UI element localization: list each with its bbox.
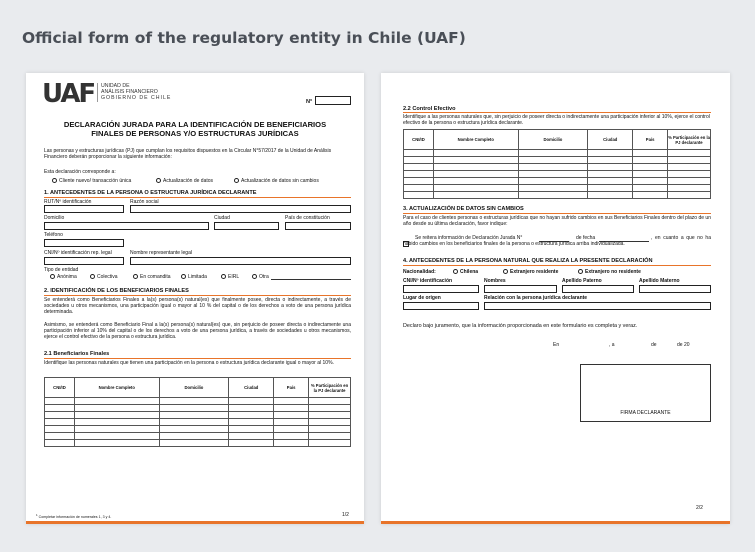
telefono-label: Teléfono [44, 232, 63, 238]
pais-label: País de constitución [285, 215, 330, 221]
table-cell[interactable] [309, 405, 351, 412]
table-cell[interactable] [45, 398, 75, 405]
table-cell[interactable] [404, 178, 434, 185]
table-cell[interactable] [159, 433, 229, 440]
table-cell[interactable] [433, 157, 518, 164]
table-cell[interactable] [433, 164, 518, 171]
section3-text: Para el caso de clientes personas o estructuras jurídicas que no hayan sufrido cambios en sus Beneficiarios Finales dentro del plazo de un año desde su última declaración, favor indique: [403, 215, 711, 228]
table-cell[interactable] [518, 171, 588, 178]
cni-rep-label: CNI/Nº identificación rep. legal [44, 250, 112, 256]
table-cell[interactable] [404, 164, 434, 171]
table-cell[interactable] [45, 433, 75, 440]
table-cell[interactable] [433, 178, 518, 185]
table-cell[interactable] [229, 440, 274, 447]
entidad-eirl[interactable]: EIRL [221, 274, 239, 280]
apellido-materno-label: Apellido Materno [639, 278, 680, 284]
cuanto-text: , en cuanto a que no ha habido cambios en los beneficiarios finales de la persona o estructura jurídica arriba individualizada. [403, 235, 711, 248]
table-row [404, 192, 711, 199]
table-cell[interactable] [633, 178, 668, 185]
table-cell[interactable] [433, 185, 518, 192]
entidad-comandita[interactable]: En comandita [133, 274, 171, 280]
intro-text: Las personas y estructuras jurídicas (PJ) que cumplan los requisitos dispuestos en la Circular N°57/2017 de la Unidad de Análisis Financiero deberán proporcionar la siguiente información: [44, 148, 332, 161]
table-row [45, 412, 351, 419]
table-cell[interactable] [274, 440, 309, 447]
rut-label: RUT/Nº identificación [44, 199, 92, 205]
doc-title-line2: FINALES DE PERSONAS Y/O ESTRUCTURAS JURÍDICAS [91, 129, 299, 138]
section22-title: 2.2 Control Efectivo [403, 106, 456, 112]
control-efectivo-table [403, 129, 711, 199]
table-cell[interactable] [588, 192, 633, 199]
nac-ext-residente[interactable]: Extranjero residente [503, 269, 558, 275]
table-row [45, 419, 351, 426]
table-cell[interactable] [74, 412, 159, 419]
ciudad-label: Ciudad [214, 215, 230, 221]
section2-title: 2. IDENTIFICACIÓN DE LOS BENEFICIARIOS FINALES [44, 288, 189, 294]
table-cell[interactable] [229, 405, 274, 412]
table-cell[interactable] [45, 412, 75, 419]
table-cell[interactable] [159, 412, 229, 419]
table-cell[interactable] [309, 419, 351, 426]
table-cell[interactable] [404, 185, 434, 192]
table-cell[interactable] [404, 171, 434, 178]
table-cell[interactable] [229, 412, 274, 419]
nombre-rep-label: Nombre representante legal [130, 250, 192, 256]
a-label: , a [609, 342, 615, 348]
apellido-paterno-label: Apellido Paterno [562, 278, 602, 284]
table-cell[interactable] [159, 440, 229, 447]
table-cell[interactable] [633, 150, 668, 157]
option-update[interactable]: Actualización de datos [156, 178, 213, 184]
nacionalidad-label: Nacionalidad: [403, 269, 436, 275]
footnote: $^1$ Completar información de numerales 1, 3 y 4. [36, 513, 112, 520]
domicilio-field[interactable] [44, 222, 209, 230]
table-cell[interactable] [159, 398, 229, 405]
table-cell[interactable] [668, 157, 711, 164]
table-cell[interactable] [633, 171, 668, 178]
table-cell[interactable] [588, 178, 633, 185]
de20-label: de 20 [677, 342, 690, 348]
table-row [404, 171, 711, 178]
table-cell[interactable] [45, 426, 75, 433]
cni-field[interactable] [403, 285, 479, 293]
section3-title: 3. ACTUALIZACIÓN DE DATOS SIN CAMBIOS [403, 206, 524, 212]
table-cell[interactable] [633, 185, 668, 192]
relacion-field[interactable] [484, 302, 711, 310]
section1-title: 1. ANTECEDENTES DE LA PERSONA O ESTRUCTURA JURÍDICA DECLARANTE [44, 190, 257, 196]
section4-title: 4. ANTECEDENTES DE LA PERSONA NATURAL QUE REALIZA LA PRESENTE DECLARACIÓN [403, 258, 653, 264]
col-header: % Participación en la PJ declarante [668, 130, 711, 150]
page-heading: Official form of the regulatory entity in Chile (UAF) [22, 29, 466, 47]
table-cell[interactable] [229, 426, 274, 433]
table-cell[interactable] [633, 164, 668, 171]
doc-title-line1: DECLARACIÓN JURADA PARA LA IDENTIFICACIÓN DE BENEFICIARIOS [63, 120, 327, 129]
table-cell[interactable] [433, 150, 518, 157]
table-cell[interactable] [309, 398, 351, 405]
col-header: Nombre Completo [433, 130, 518, 150]
table-cell[interactable] [433, 171, 518, 178]
lugar-label: Lugar de origen [403, 295, 441, 301]
nombres-label: Nombres [484, 278, 506, 284]
col-header: País [633, 130, 668, 150]
section2-text2: Asimismo, se entenderá como Beneficiario Final a la(s) persona(s) natural(es) que, sin perjuicio de poseer directa o indirectamente una participación inferior al 10% del capital o de los derechos a voto de una persona jurídica, a través de sociedades u otros mecanismos, ejerce el control efectivo de la persona o estructura jurídica. [44, 322, 351, 341]
table-cell[interactable] [45, 405, 75, 412]
col-header: % Participación en la PJ declarante [309, 378, 351, 398]
table-cell[interactable] [74, 433, 159, 440]
table-cell[interactable] [668, 164, 711, 171]
table-cell[interactable] [518, 185, 588, 192]
table-cell[interactable] [309, 412, 351, 419]
table-cell[interactable] [274, 426, 309, 433]
table-cell[interactable] [518, 150, 588, 157]
firma-label: FIRMA DECLARANTE [620, 410, 671, 416]
table-cell[interactable] [45, 440, 75, 447]
nac-chilena[interactable]: Chilena [453, 269, 478, 275]
de-label: de [651, 342, 657, 348]
apellido-materno-field[interactable] [639, 285, 711, 293]
juramento-text: Declaro bajo juramento, que la información proporcionada en este formulario es completa y veraz. [403, 323, 638, 329]
rut-field[interactable] [44, 205, 124, 213]
table-row [45, 426, 351, 433]
beneficiarios-table [44, 377, 351, 447]
table-cell[interactable] [668, 171, 711, 178]
nombres-field[interactable] [484, 285, 557, 293]
option-update-no-change[interactable]: Actualización de datos sin cambios [234, 178, 319, 184]
table-cell[interactable] [74, 440, 159, 447]
cni-rep-field[interactable] [44, 257, 124, 265]
nombre-rep-field[interactable] [130, 257, 351, 265]
col-header: Nombre Completo [74, 378, 159, 398]
lugar-field[interactable] [403, 302, 479, 310]
table-cell[interactable] [404, 192, 434, 199]
table-cell[interactable] [668, 150, 711, 157]
table-cell[interactable] [229, 398, 274, 405]
entidad-colectiva[interactable]: Colectiva [90, 274, 118, 280]
razon-label: Razón social [130, 199, 159, 205]
section21-text: Identifique las personas naturales que tienen una participación en la persona o estructura jurídica declarante igual o mayor al 10%. [44, 360, 334, 366]
form-number-label: N° [306, 99, 313, 105]
table-cell[interactable] [433, 192, 518, 199]
table-row [45, 398, 351, 405]
table-cell[interactable] [588, 185, 633, 192]
form-page-1 [26, 73, 364, 524]
en-label: En [553, 342, 560, 348]
table-cell[interactable] [633, 157, 668, 164]
table-cell[interactable] [159, 426, 229, 433]
table-row [404, 150, 711, 157]
option-new-client[interactable]: Cliente nuevo/ transacción única [52, 178, 131, 184]
table-cell[interactable] [404, 157, 434, 164]
section22-text: Identifique a las personas naturales que, sin perjuicio de poseer directa o indirectamente una participación inferior al 10%, ejerce el control efectivo de la persona o estructura jurídica declarante. [403, 114, 710, 127]
table-cell[interactable] [274, 412, 309, 419]
table-cell[interactable] [159, 405, 229, 412]
table-cell[interactable] [274, 405, 309, 412]
table-cell[interactable] [229, 433, 274, 440]
col-header: Domicilio [518, 130, 588, 150]
apellido-paterno-field[interactable] [562, 285, 634, 293]
table-cell[interactable] [229, 419, 274, 426]
table-cell[interactable] [588, 157, 633, 164]
table-cell[interactable] [74, 405, 159, 412]
reitera-label: Se reitera información de Declaración Jurada N° [415, 235, 523, 241]
fecha-label: de fecha [576, 235, 596, 241]
logo-text: UNIDAD DE ANÁLISIS FINANCIERO GOBIERNO DE CHILE [97, 83, 171, 102]
tipo-entidad-label: Tipo de entidad [44, 267, 79, 273]
ciudad-field[interactable] [214, 222, 279, 230]
col-header: Domicilio [159, 378, 229, 398]
table-row [404, 185, 711, 192]
table-cell[interactable] [74, 398, 159, 405]
entidad-otra[interactable]: Otra [252, 274, 269, 280]
table-cell[interactable] [404, 150, 434, 157]
col-header: Ciudad [588, 130, 633, 150]
section2-text: Se entenderá como Beneficiarios Finales a la(s) persona(s) natural(es) que finalmente posee, directa o indirectamente, a través de sociedades u otros mecanismos, una participación igual o mayor al 10 % del capital o de los derechos a voto de una persona jurídica determinada. [44, 297, 351, 316]
table-cell[interactable] [45, 419, 75, 426]
table-cell[interactable] [159, 419, 229, 426]
table-cell[interactable] [274, 398, 309, 405]
col-header: CNI/ID [45, 378, 75, 398]
form-page-2 [381, 73, 730, 524]
col-header: Ciudad [229, 378, 274, 398]
table-row [45, 433, 351, 440]
table-cell[interactable] [668, 178, 711, 185]
razon-field[interactable] [130, 205, 351, 213]
table-cell[interactable] [74, 426, 159, 433]
uaf-logo: UAF [42, 79, 95, 109]
table-row [45, 440, 351, 447]
domicilio-label: Domicilio [44, 215, 65, 221]
entidad-limitada[interactable]: Limitada [181, 274, 207, 280]
esta-label: Esta declaración corresponde a: [44, 169, 116, 175]
table-cell[interactable] [518, 164, 588, 171]
table-cell[interactable] [588, 164, 633, 171]
table-row [404, 164, 711, 171]
table-cell[interactable] [309, 426, 351, 433]
form-number-field[interactable] [315, 96, 351, 105]
table-cell[interactable] [518, 157, 588, 164]
table-row [45, 405, 351, 412]
table-cell[interactable] [74, 419, 159, 426]
col-header: País [274, 378, 309, 398]
table-cell[interactable] [518, 178, 588, 185]
nac-ext-no-residente[interactable]: Extranjero no residente [578, 269, 641, 275]
table-cell[interactable] [309, 433, 351, 440]
table-cell[interactable] [668, 192, 711, 199]
telefono-field[interactable] [44, 239, 124, 247]
table-cell[interactable] [668, 185, 711, 192]
col-header: CNI/ID [404, 130, 434, 150]
table-cell[interactable] [588, 150, 633, 157]
page-number-1: 1/2 [342, 512, 349, 518]
pais-field[interactable] [285, 222, 351, 230]
table-cell[interactable] [274, 419, 309, 426]
table-cell[interactable] [309, 440, 351, 447]
table-cell[interactable] [633, 192, 668, 199]
page-number-2: 2/2 [696, 505, 703, 511]
table-cell[interactable] [518, 192, 588, 199]
relacion-label: Relación con la persona jurídica declarante [484, 295, 588, 301]
table-row [404, 157, 711, 164]
table-cell[interactable] [274, 433, 309, 440]
section21-title: 2.1 Beneficiarios Finales [44, 351, 110, 357]
cni-label: CNI/Nº identificación [403, 278, 453, 284]
entidad-anonima[interactable]: Anónima [50, 274, 77, 280]
table-cell[interactable] [588, 171, 633, 178]
table-row [404, 178, 711, 185]
